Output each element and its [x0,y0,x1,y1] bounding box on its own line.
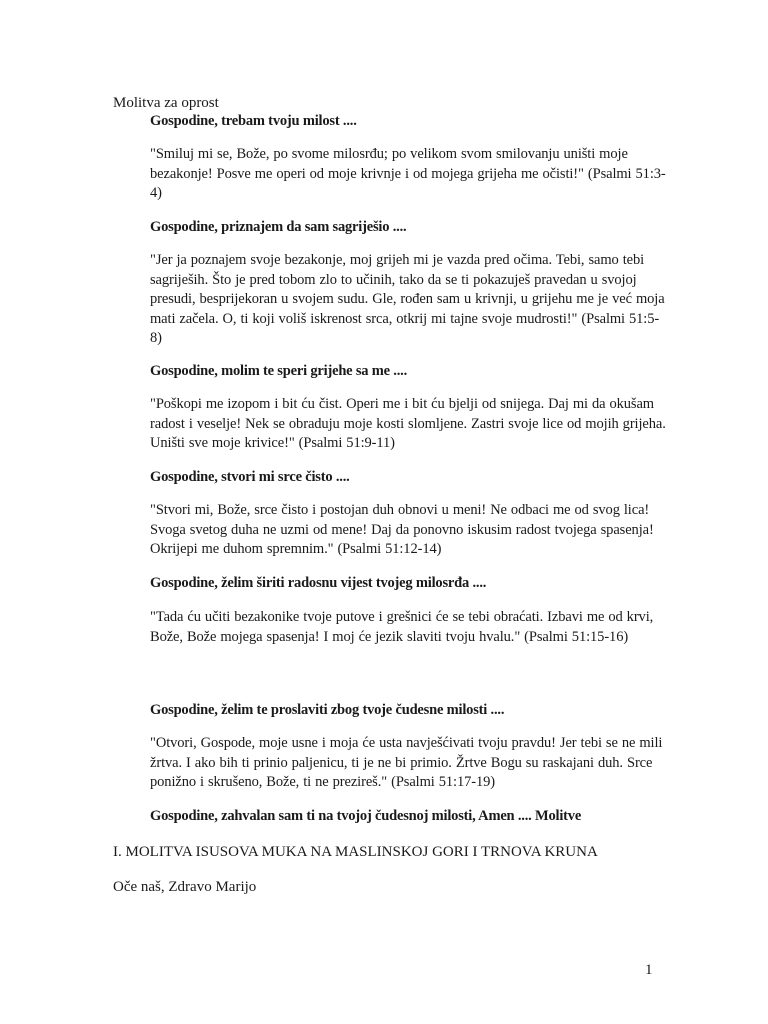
document-title: Molitva za oprost [113,95,219,111]
heading-4: Gospodine, stvori mi srce čisto .... [150,469,350,485]
heading-6: Gospodine, želim te proslaviti zbog tvoje čudesne milosti .... [150,702,505,718]
section-title: I. MOLITVA ISUSOVA MUKA NA MASLINSKOJ GORI I TRNOVA KRUNA [113,844,598,860]
closing-heading: Gospodine, zahvalan sam ti na tvojoj čudesnoj milosti, Amen .... Molitve [150,808,582,824]
quote-1: "Smiluj mi se, Bože, po svome milosrđu; po velikom svom smilovanju uništi moje bezakonje! Posve me operi od moje krivnje i od mojega grijeha me očisti!" (Psalmi 51:3-4) [150,146,666,201]
section-line: Oče naš, Zdravo Marijo [113,879,257,895]
heading-5: Gospodine, želim širiti radosnu vijest tvojeg milosrđa .... [150,575,487,591]
quote-6: "Otvori, Gospode, moje usne i moja će usta navješćivati tvoju pravdu! Jer tebi se ne mili žrtva. I ako bih ti prinio paljenicu, ti je ne bi primio. Žrtve Bogu su raskajani duh. Srce ponižno i skrušeno, Bože, ti ne prezireš." (Psalmi 51:17-19) [150,735,663,790]
page-number: 1 [645,962,653,978]
heading-1: Gospodine, trebam tvoju milost .... [150,113,357,129]
quote-3: "Poškopi me izopom i bit ću čist. Operi me i bit ću bjelji od snijega. Daj mi da okušam radost i veselje! Nek se obraduju moje kosti slomljene. Zastri svoje lice od mojih grijeha. Uništi sve moje krivice!" (Psalmi 51:9-11) [150,396,666,451]
heading-3: Gospodine, molim te speri grijehe sa me .... [150,363,408,379]
quote-4: "Stvori mi, Bože, srce čisto i postojan duh obnovi u meni! Ne odbaci me od svog lica! Svoga svetog duha ne uzmi od mene! Daj da ponovno iskusim radost tvojega spasenja! Okrijepi me duhom spremnim." (Psalmi 51:12-14) [150,502,654,557]
quote-5: "Tada ću učiti bezakonike tvoje putove i grešnici će se tebi obraćati. Izbavi me od krvi, Bože, Bože mojega spasenja! I moj će jezik slaviti tvoju hvalu." (Psalmi 51:15-16) [150,609,654,645]
heading-2: Gospodine, priznajem da sam sagriješio .... [150,219,407,235]
quote-2: "Jer ja poznajem svoje bezakonje, moj grijeh mi je vazda pred očima. Tebi, samo tebi sagriješih. Što je pred tobom zlo to učinih, tako da se ti pokazuješ pravedan u svojoj presudi, besprijekoran u svojem sudu. Gle, rođen sam u krivnji, u grijehu me je već moja mati začela. O, ti koji voliš iskrenost srca, otkrij mi tajne svoje mudrosti!" (Psalmi 51:5-8) [150,252,665,346]
